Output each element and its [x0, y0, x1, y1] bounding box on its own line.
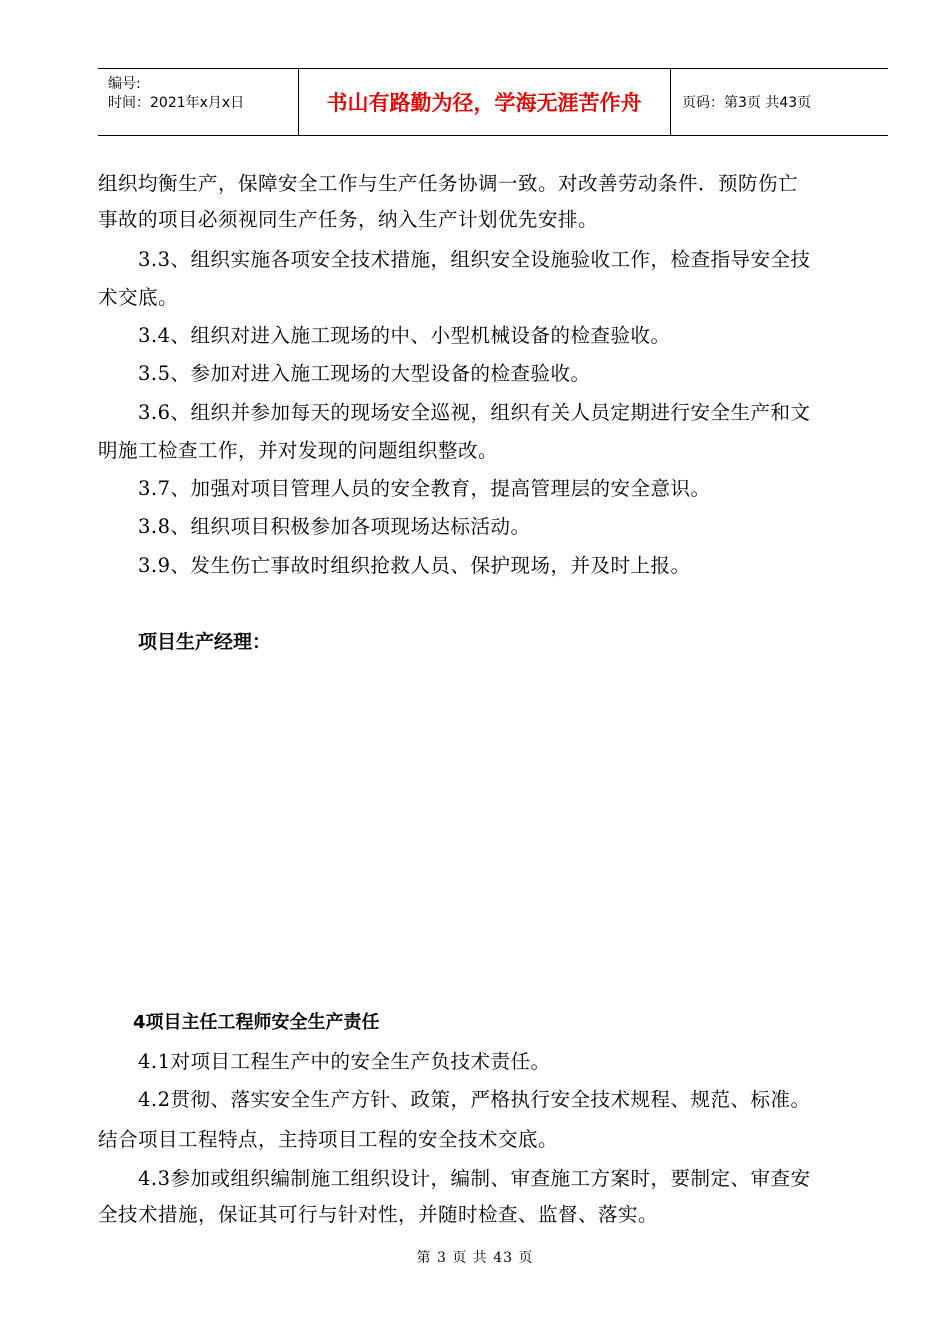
body-line: 组织均衡生产，保障安全工作与生产任务协调一致。对改善劳动条件．预防伤亡	[98, 172, 799, 195]
body-line: 3.5、参加对进入施工现场的大型设备的检查验收。	[138, 362, 591, 385]
body-line: 术交底。	[98, 286, 179, 309]
header-page-info: 页码：第3页 共43页	[682, 95, 812, 111]
page-header	[98, 68, 888, 136]
body-line: 明施工检查工作，并对发现的问题组织整改。	[98, 439, 499, 462]
body-line: 事故的项目必须视同生产任务，纳入生产计划优先安排。	[98, 208, 599, 231]
section-4-line: 全技术措施，保证其可行与针对性，并随时检查、监督、落实。	[98, 1203, 659, 1226]
body-line: 3.8、组织项目积极参加各项现场达标活动。	[138, 515, 531, 538]
section-4-line: 4.1对项目工程生产中的安全生产负技术责任。	[138, 1050, 551, 1073]
number-label: 编号:	[108, 76, 141, 92]
header-meta-cell	[98, 69, 299, 135]
section-4-line: 4.3参加或组织编制施工组织设计，编制、审查施工方案时，要制定、审查安	[138, 1167, 811, 1190]
body-line: 3.3、组织实施各项安全技术措施，组织安全设施验收工作，检查指导安全技	[138, 248, 811, 271]
header-motto: 书山有路勤为径，学海无涯苦作舟	[298, 69, 671, 135]
section-4-line: 结合项目工程特点，主持项目工程的安全技术交底。	[98, 1128, 559, 1151]
body-line: 3.7、加强对项目管理人员的安全教育，提高管理层的安全意识。	[138, 477, 711, 500]
time-label: 时间：2021年x月x日	[108, 95, 245, 111]
body-line: 3.6、组织并参加每天的现场安全巡视，组织有关人员定期进行安全生产和文	[138, 401, 811, 424]
page-footer: 第 3 页 共 43 页	[416, 1250, 534, 1266]
section-4-line: 4.2贯彻、落实安全生产方针、政策，严格执行安全技术规程、规范、标准。	[138, 1088, 811, 1111]
body-line: 3.9、发生伤亡事故时组织抢救人员、保护现场，并及时上报。	[138, 554, 691, 577]
body-line: 3.4、组织对进入施工现场的中、小型机械设备的检查验收。	[138, 324, 671, 347]
signature-label: 项目生产经理：	[138, 631, 272, 653]
section-4-title: 4项目主任工程师安全生产责任	[133, 1012, 380, 1033]
